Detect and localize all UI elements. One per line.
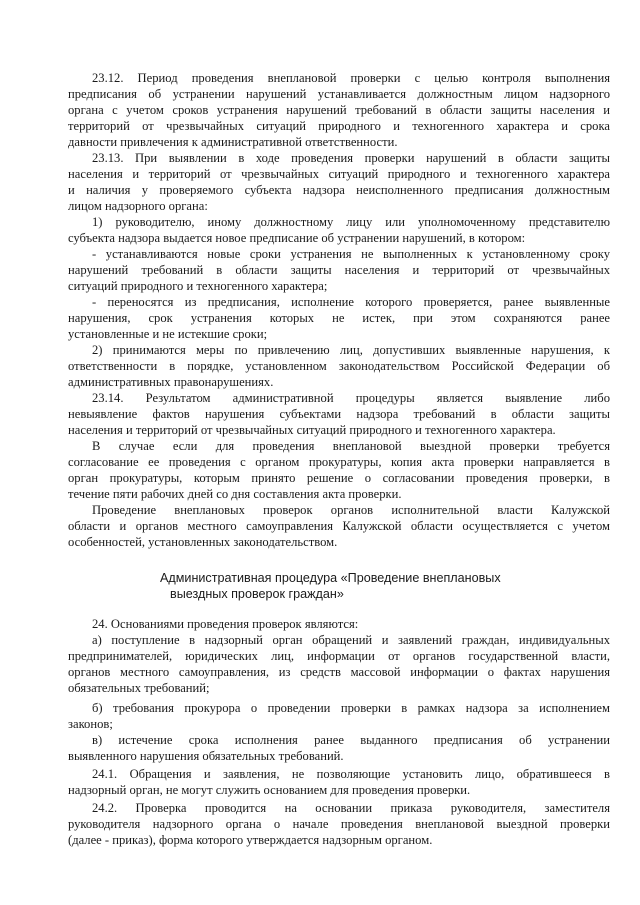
- paragraph-23-13-line-1: 23.13. При выявлении в ходе проведения проверки нарушений в области защиты: [92, 151, 610, 165]
- paragraph-24-1-line-2: надзорный орган, не могут служить основанием для проведения проверки.: [68, 783, 471, 797]
- paragraph-23-13-line-3: и наличия у проверяемого субъекта надзора неисполненного предписания должностным: [68, 183, 610, 197]
- section-heading-line-1: Административная процедура «Проведение внеплановых: [160, 571, 501, 585]
- item-v-line-2: выявленного нарушения обязательных требований.: [68, 749, 344, 763]
- list-item-2-line-2: ответственности в порядке, установленном законодательством Российской Федерации об: [68, 359, 610, 373]
- item-a-line-3: органов местного самоуправления, из средств массовой информации о фактах нарушения: [68, 665, 610, 679]
- item-a-line-1: а) поступление в надзорный орган обращений и заявлений граждан, индивидуальных: [92, 633, 610, 647]
- list-item-2-line-3: административных правонарушениях.: [68, 375, 274, 389]
- paragraph-23-14-line-2: невыявление фактов нарушения субъектами надзора требований в области защиты: [68, 407, 610, 421]
- paragraph-24-2-line-2: руководителя надзорного органа о начале проведения внеплановой выездной проверки: [68, 817, 610, 831]
- list-item-1-line-1: 1) руководителю, иному должностному лицу или уполномоченному представителю: [92, 215, 610, 229]
- paragraph-24-line-1: 24. Основаниями проведения проверок являются:: [92, 617, 359, 631]
- paragraph-24-2-line-3: (далее - приказ), форма которого утверждается надзорным органом.: [68, 833, 433, 847]
- list-item-1-line-2: субъекта надзора выдается новое предписание об устранении нарушений, в котором:: [68, 231, 526, 245]
- paragraph-23-12-line-4: территорий от чрезвычайных ситуаций природного и техногенного характера и срока: [68, 119, 610, 133]
- paragraph-23-13-line-2: населения и территорий от чрезвычайных ситуаций природного и техногенного характера: [68, 167, 610, 181]
- dash-item-2-line-2: нарушения, срок устранения которых не истек, при этом сохраняются ранее: [68, 311, 610, 325]
- paragraph-23-12-line-3: органа с учетом сроков устранения нарушений требований в области защиты населения и: [68, 103, 610, 117]
- paragraph-24-2-line-1: 24.2. Проверка проводится на основании приказа руководителя, заместителя: [92, 801, 610, 815]
- dash-item-1-line-1: - устанавливаются новые сроки устранения не выполненных к установленному сроку: [92, 247, 610, 261]
- paragraph-kaluga-line-3: особенностей, установленных законодательством.: [68, 535, 338, 549]
- paragraph-23-12-line-2: предписания об устранении нарушений устанавливается должностным лицом надзорного: [68, 87, 610, 101]
- dash-item-2-line-1: - переносятся из предписания, исполнение которого проверяется, ранее выявленные: [92, 295, 610, 309]
- item-a-line-4: обязательных требований;: [68, 681, 210, 695]
- item-v-line-1: в) истечение срока исполнения ранее выданного предписания об устранении: [92, 733, 610, 747]
- paragraph-prosecutor-line-4: течение пяти рабочих дней со дня составления акта проверки.: [68, 487, 402, 501]
- item-b-line-2: законов;: [68, 717, 113, 731]
- paragraph-prosecutor-line-2: согласование ее проведения с органом прокуратуры, копия акта проверки направляется в: [68, 455, 610, 469]
- item-a-line-2: предпринимателей, юридических лиц, информации от органов государственной власти,: [68, 649, 610, 663]
- paragraph-23-14-line-1: 23.14. Результатом административной процедуры является выявление либо: [92, 391, 610, 405]
- section-heading-line-2: выездных проверок граждан»: [170, 587, 344, 601]
- paragraph-23-14-line-3: населения и территорий от чрезвычайных ситуаций природного и техногенного характера.: [68, 423, 556, 437]
- paragraph-23-12-line-1: 23.12. Период проведения внеплановой проверки с целью контроля выполнения: [92, 71, 610, 85]
- dash-item-2-line-3: установленные и не истекшие сроки;: [68, 327, 268, 341]
- paragraph-23-13-line-4: лицом надзорного органа:: [68, 199, 208, 213]
- paragraph-prosecutor-line-3: орган прокуратуры, которым принято решение о согласовании проведения проверки, в: [68, 471, 610, 485]
- paragraph-kaluga-line-1: Проведение внеплановых проверок органов исполнительной власти Калужской: [92, 503, 610, 517]
- paragraph-kaluga-line-2: области и органов местного самоуправления Калужской области осуществляется с учетом: [68, 519, 610, 533]
- paragraph-24-1-line-1: 24.1. Обращения и заявления, не позволяющие установить лицо, обратившееся в: [92, 767, 610, 781]
- paragraph-prosecutor-line-1: В случае если для проведения внеплановой выездной проверки требуется: [92, 439, 610, 453]
- item-b-line-1: б) требования прокурора о проведении проверки в рамках надзора за исполнением: [92, 701, 610, 715]
- dash-item-1-line-2: нарушений требований в области защиты населения и территорий от чрезвычайных: [68, 263, 610, 277]
- list-item-2-line-1: 2) принимаются меры по привлечению лиц, допустивших выявленные нарушения, к: [92, 343, 610, 357]
- dash-item-1-line-3: ситуаций природного и техногенного характера;: [68, 279, 328, 293]
- paragraph-23-12-line-5: давности привлечения к административной ответственности.: [68, 135, 398, 149]
